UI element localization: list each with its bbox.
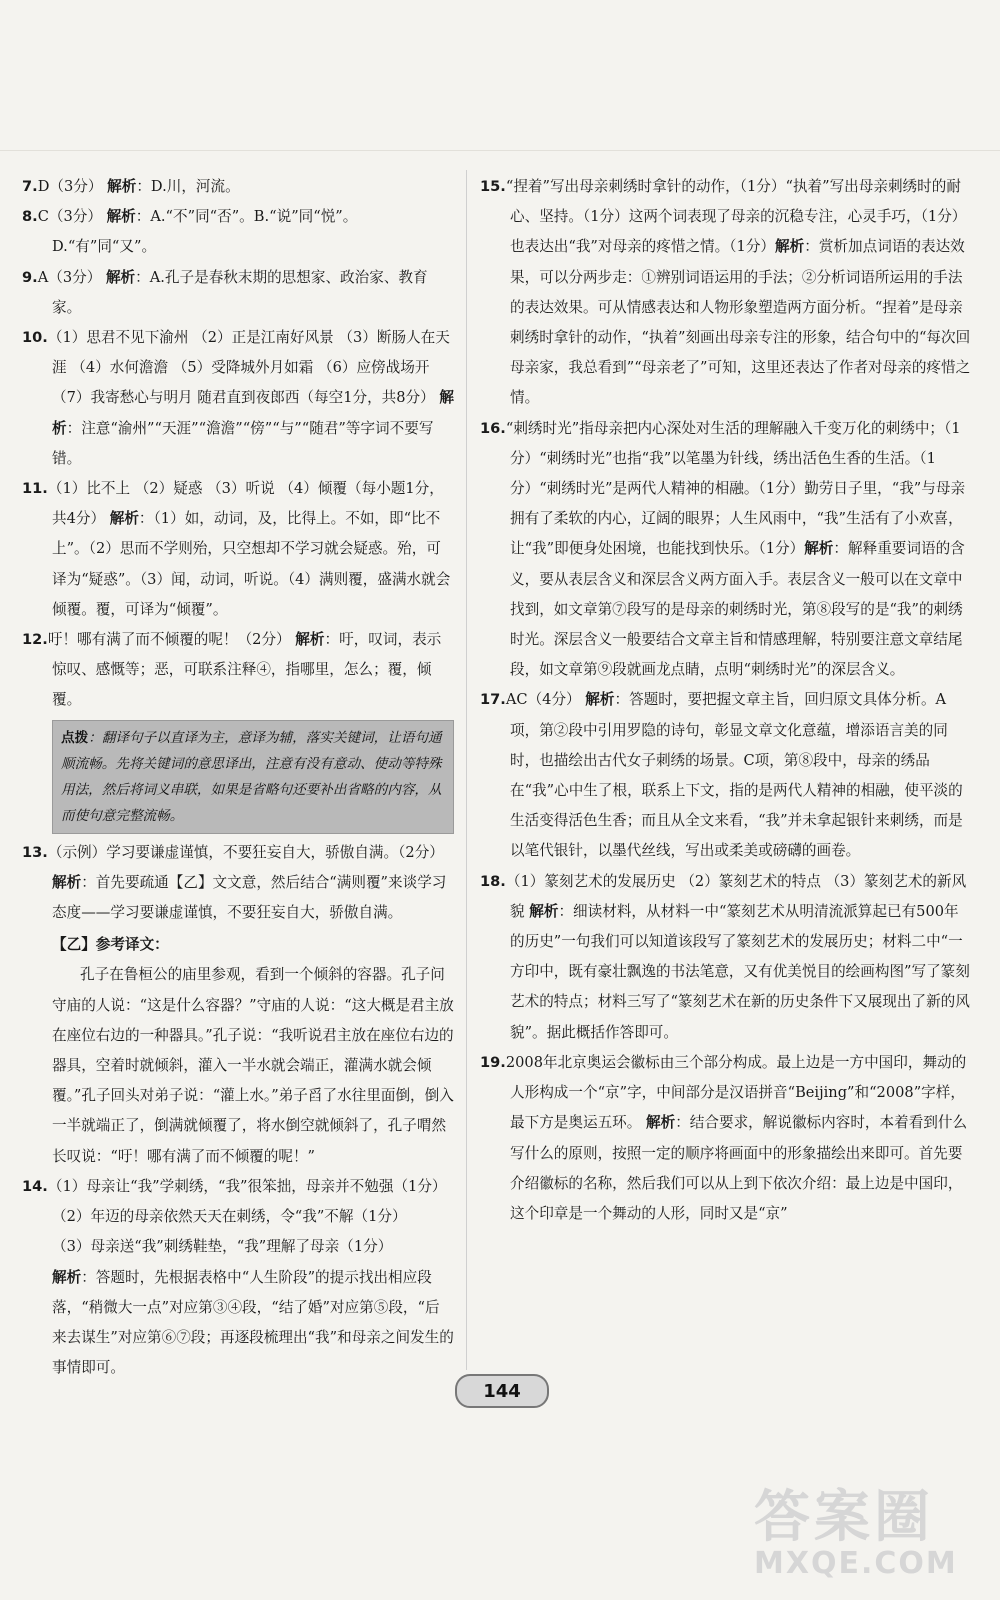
answer-14-item-1: 14.（1）母亲让“我”学刺绣，“我”很笨拙，母亲并不勉强（1分） <box>22 1177 447 1195</box>
answer-17: 17.AC（4分） 解析：答题时，要把握文章主旨，回归原文具体分析。A项，第②段中引用罗隐的诗句，彰显文章文化意蕴，增添语言美的同时，也描绘出古代女子刺绣的场景。C项，第⑧段中，母亲的绣品在“我”心中生了根，联系上下文，指的是两代人精神的相融，使平淡的生活变得活色生香；而且从全文来看，“我”并未拿起银针来刺绣，而是以笔代银针，以墨代丝线，写出或柔美或磅礴的画卷。 <box>480 691 963 860</box>
answer-14-analysis: 解析：答题时，先根据表格中“人生阶段”的提示找出相应段落，“稍微大一点”对应第③④段，“结了婚”对应第⑤段，“后来去谋生”对应第⑥⑦段；再逐段梳理出“我”和母亲之间发生的事情即可。 <box>52 1268 454 1377</box>
answer-19: 19.2008年北京奥运会徽标由三个部分构成。最上边是一方中国印，舞动的人形构成一个“京”字，中间部分是汉语拼音“Beijing”和“2008”字样，最下方是奥运五环。 解析：结合要求，解说徽标内容时，本着看到什么写什么的原则，按照一定的顺序将画面中的形象描绘出来即可。首先要介绍徽标的名称，然后我们可以从上到下依次介绍：最上边是中国印，这个印章是一个舞动的人形，同时又是“京” <box>480 1053 968 1222</box>
left-column <box>22 172 454 1383</box>
answer-14-item-2: （2）年迈的母亲依然天天在刺绣，令“我”不解（1分） <box>52 1208 407 1226</box>
right-column <box>480 172 972 1229</box>
column-divider <box>466 170 467 1370</box>
header-rule <box>0 150 1000 151</box>
answer-8: 8.C（3分） 解析：A.“不”同“否”。B.“说”同“悦”。D.“有”同“又”。 <box>22 208 358 256</box>
answer-13: 13.（示例）学习要谦虚谨慎，不要狂妄自大，骄傲自满。（2分） 解析：首先要疏通【乙】文文意，然后结合“满则覆”来谈学习态度——学习要谦虚谨慎，不要狂妄自大，骄傲自满。 <box>22 843 447 922</box>
watermark <box>754 1485 984 1588</box>
answer-9: 9.A（3分） 解析：A.孔子是春秋末期的思想家、政治家、教育家。 <box>22 268 428 316</box>
translation-text: 孔子在鲁桓公的庙里参观，看到一个倾斜的容器。孔子问守庙的人说：“这是什么容器？”守庙的人说：“这大概是君主放在座位右边的一种器具。”孔子说：“我听说君主放在座位右边的器具，空着时就倾斜，灌入一半水就会端正，灌满水就会倾覆。”孔子回头对弟子说：“灌上水。”弟子舀了水往里面倒，倒入一半就端正了，倒满就倾覆了，将水倒空就倾斜了，孔子喟然长叹说：“吁！哪有满了而不倾覆的呢！” <box>52 966 454 1165</box>
answer-14-item-3: （3）母亲送“我”刺绣鞋垫，“我”理解了母亲（1分） <box>52 1238 393 1256</box>
page-number: 144 <box>455 1374 549 1408</box>
answer-15: 15.“捏着”写出母亲刺绣时拿针的动作，（1分）“执着”写出母亲刺绣时的耐心、坚持。（1分）这两个词表现了母亲的沉稳专注，心灵手巧，（1分）也表达出“我”对母亲的疼惜之情。（1分）解析：赏析加点词语的表达效果，可以分两步走：①辨别词语运用的手法；②分析词语所运用的手法的表达效果。可从情感表达和人物形象塑造两方面分析。“捏着”是母亲刺绣时拿针的动作，“执着”刻画出母亲专注的形象，结合句中的“每次回母亲家，我总看到”“母亲老了”可知，这里还表达了作者对母亲的疼惜之情。 <box>480 178 971 407</box>
answer-7: 7.D（3分） 解析：D.川，河流。 <box>22 178 240 195</box>
answer-10: 10.（1）思君不见下渝州 （2）正是江南好风景 （3）断肠人在天涯 （4）水何澹澹 （5）受降城外月如霜 （6）应傍战场开 （7）我寄愁心与明月 随君直到夜郎西（每空1分，共8分） 解析：注意“渝州”“天涯”“澹澹”“傍”“与”“随君”等字词不要写错。 <box>22 329 454 467</box>
answer-12: 12.吁！哪有满了而不倾覆的呢！（2分） 解析：吁，叹词，表示惊叹、感慨等；恶，可联系注释④，指哪里，怎么；覆，倾覆。 <box>22 631 442 709</box>
answer-18: 18.（1）篆刻艺术的发展历史 （2）篆刻艺术的特点 （3）篆刻艺术的新风貌 解析：细读材料，从材料一中“篆刻艺术从明清流派算起已有500年的历史”一句我们可以知道该段写了篆刻艺术的发展历史；材料二中“一方印中，既有豪壮飘逸的书法笔意，又有优美悦目的绘画构图”写了篆刻艺术的特点；材料三写了“篆刻艺术在新的历史条件下又展现出了新的风貌”。据此概括作答即可。 <box>480 872 970 1041</box>
tip-box: 点拨：翻译句子以直译为主，意译为辅，落实关键词，让语句通顺流畅。先将关键词的意思译出，注意有没有意动、使动等特殊用法，然后将词义串联，如果是省略句还要补出省略的内容，从而使句意完整流畅。 <box>52 720 454 834</box>
watermark-en: MXQE.COM <box>754 1546 958 1581</box>
answer-11: 11.（1）比不上 （2）疑惑 （3）听说 （4）倾覆（每小题1分，共4分） 解析：（1）如，动词，及，比得上。不如，即“比不上”。（2）思而不学则殆，只空想却不学习就会疑惑。殆，可译为“疑惑”。（3）闻，动词，听说。（4）满则覆，盛满水就会倾覆。覆，可译为“倾覆”。 <box>22 480 451 618</box>
answer-16: 16.“刺绣时光”指母亲把内心深处对生活的理解融入千变万化的刺绣中；（1分）“刺绣时光”也指“我”以笔墨为针线，绣出活色生香的生活。（1分）“刺绣时光”是两代人精神的相融。（1分）勤劳日子里，“我”与母亲拥有了柔软的内心，辽阔的眼界；人生风雨中，“我”生活有了小欢喜，让“我”即便身处困境，也能找到快乐。（1分）解析：解释重要词语的含义，要从表层含义和深层含义两方面入手。表层含义一般可以在文章中找到，如文章第⑦段写的是母亲的刺绣时光，第⑧段写的是“我”的刺绣时光。深层含义一般要结合文章主旨和情感理解，特别要注意文章结尾段，如文章第⑨段就画龙点睛，点明“刺绣时光”的深层含义。 <box>480 419 966 679</box>
watermark-cn: 答案圈 <box>754 1485 934 1550</box>
translation-title: 【乙】参考译文： <box>52 936 169 954</box>
